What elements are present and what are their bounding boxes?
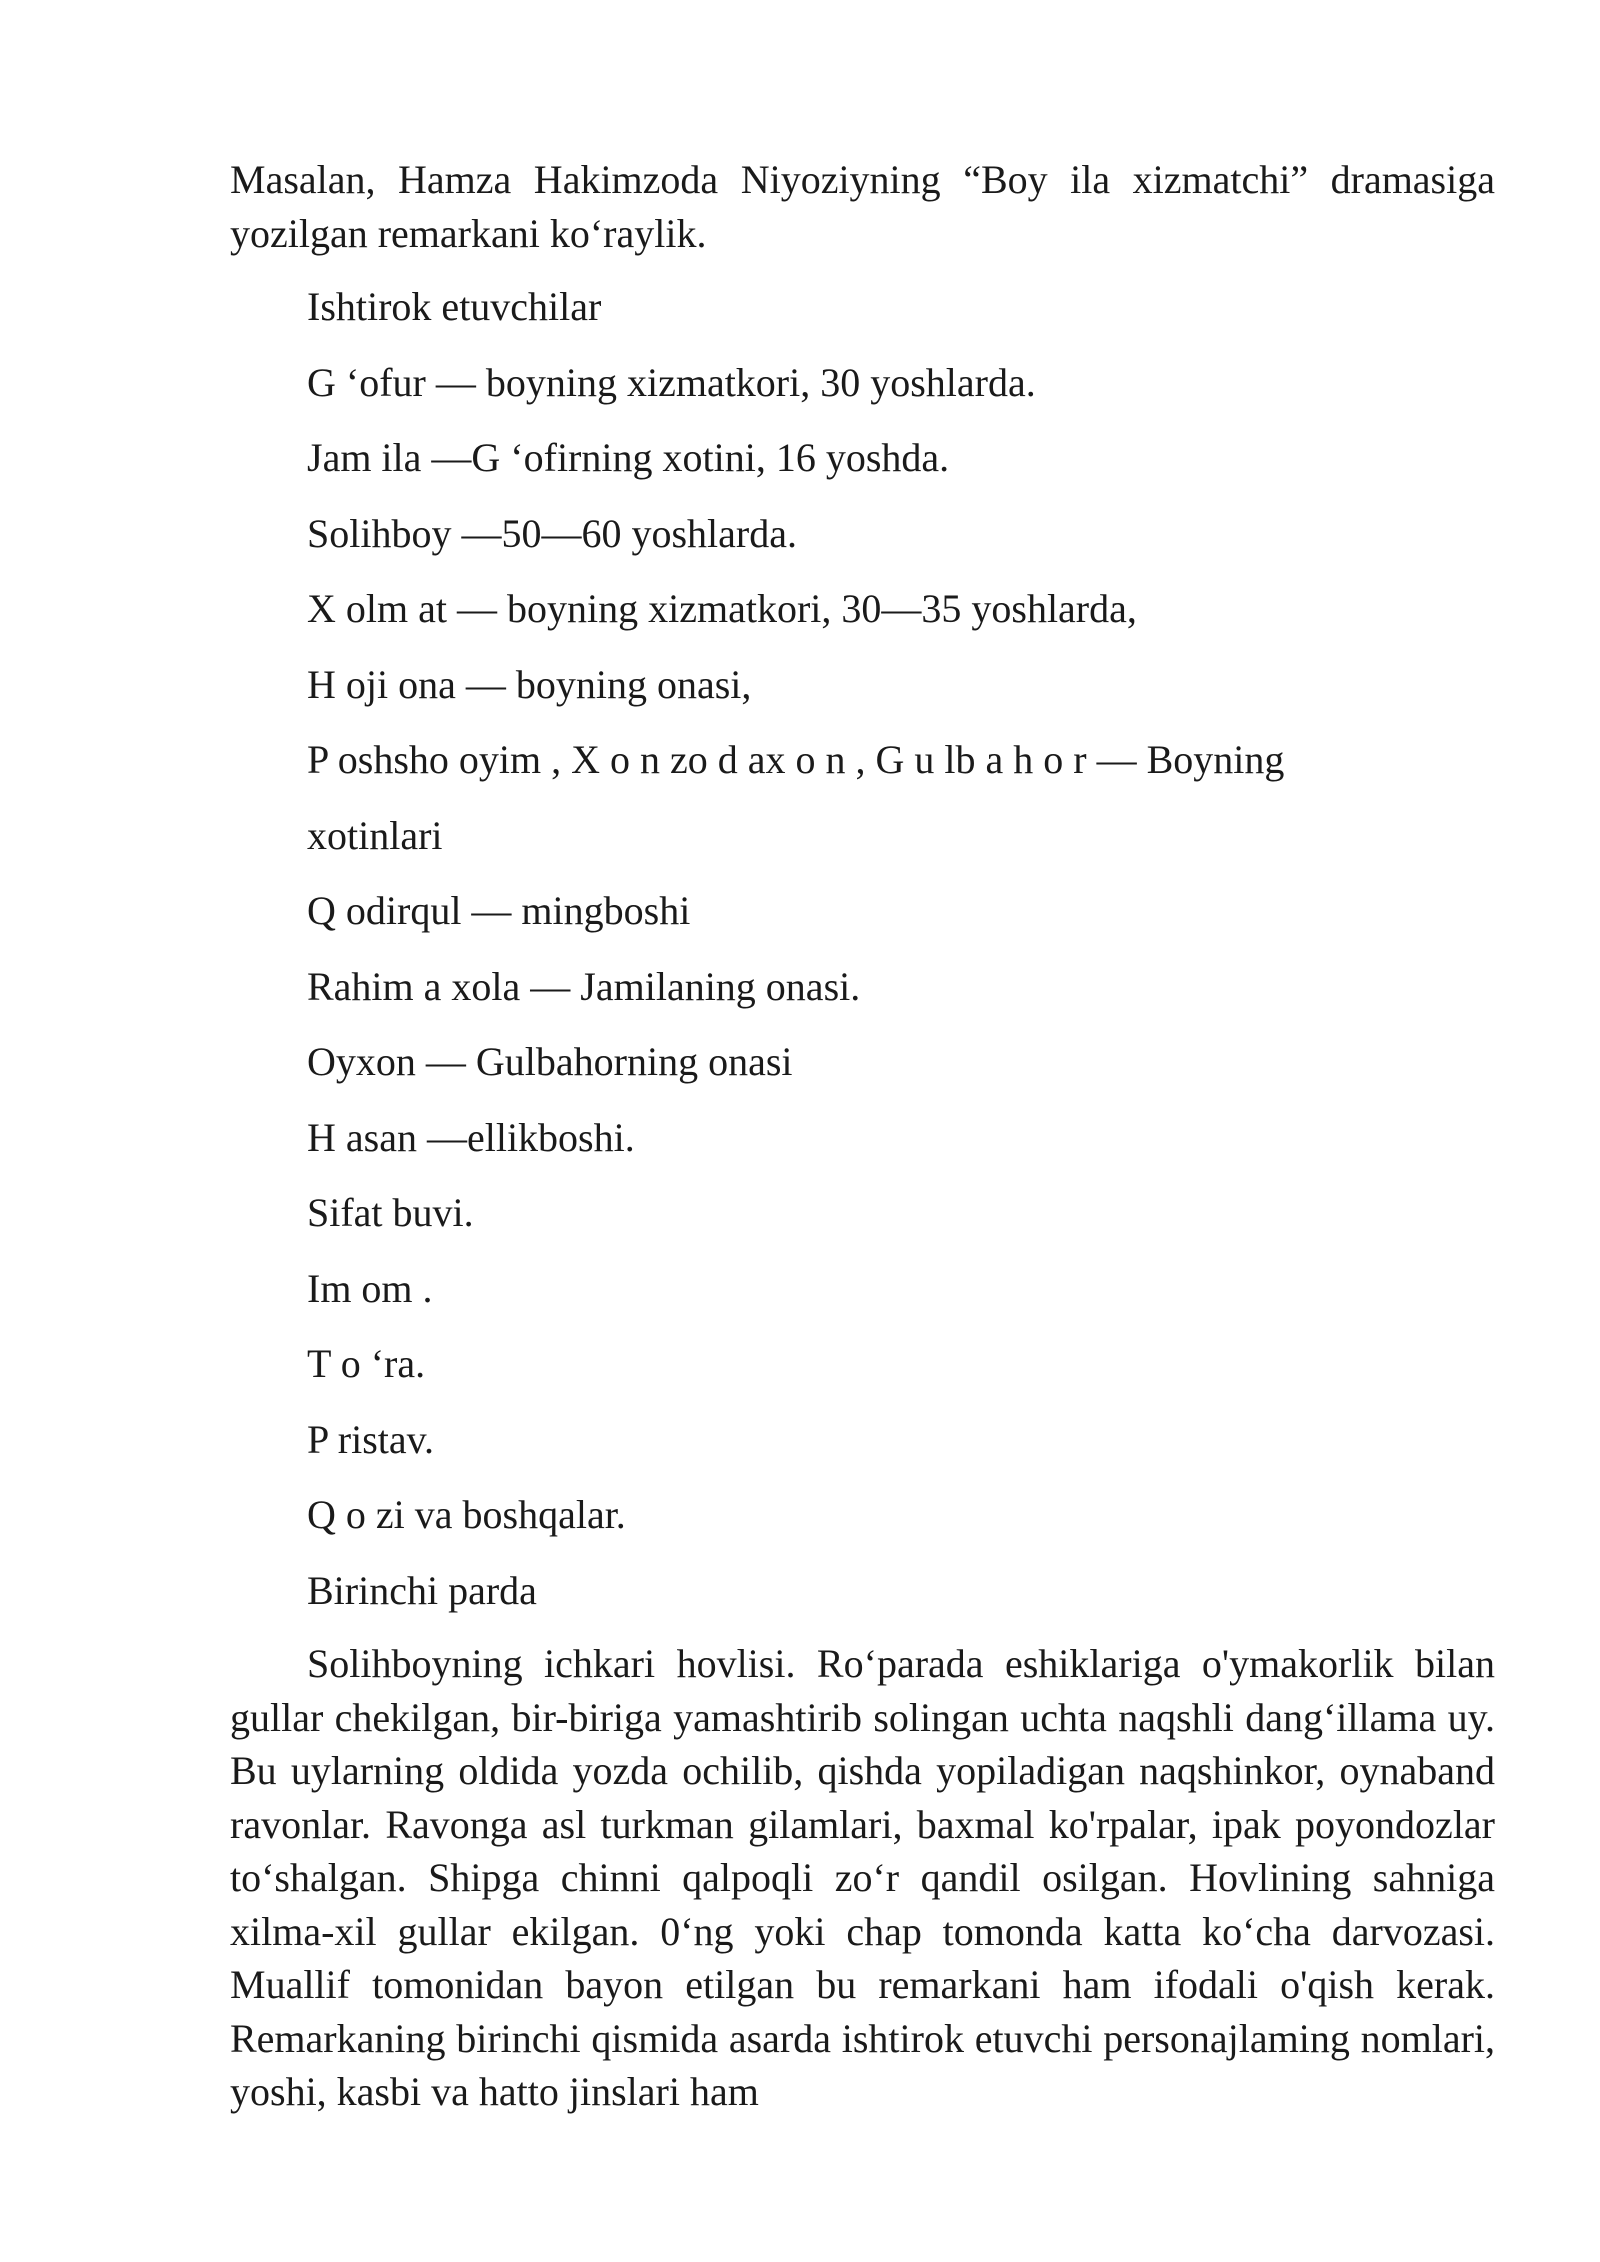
cast-line: Jam ila —G ‘ofirning xotini, 16 yoshda. (307, 435, 950, 480)
cast-line: Rahim a xola — Jamilaning onasi. (307, 963, 861, 1009)
cast-line: P oshsho oyim , X o n zo d ax o n , G u lb a h o r — Boyning (307, 737, 1285, 782)
cast-line: X olm at — boyning xizmatkori, 30—35 yoshlarda, (307, 586, 1137, 631)
cast-line: Q o zi va boshqalar. (307, 1492, 626, 1537)
cast-line: H oji ona — boyning onasi, (307, 661, 752, 707)
cast-line: Q odirqul — mingboshi (307, 888, 691, 933)
cast-list (307, 280, 1497, 1639)
cast-line: xotinlari (307, 812, 443, 858)
cast-line: Oyxon — Gulbahorning onasi (307, 1039, 793, 1084)
cast-line: H asan —ellikboshi. (307, 1114, 635, 1160)
cast-line: G ‘ofur — boyning xizmatkori, 30 yoshlarda. (307, 359, 1036, 405)
body-paragraph: Solihboyning ichkari hovlisi. Ro‘parada eshiklariga o'ymakorlik bilan gullar chekilgan, bir-biriga yamashtirib solingan uchta naqshli dang‘illama uy. Bu uylarning oldida yozda ochilib, qishda yopiladigan naqshinkor, oynaband ravonlar. Ravonga asl turkman gilamlari, baxmal ko'rpalar, ipak poyondozlar to‘shalgan. Shipga chinni qalpoqli zo‘r qandil osilgan. Hovlining sahniga xilma-xil gullar ekilgan. 0‘ng yoki chap tomonda katta ko‘cha darvozasi. Muallif tomonidan bayon etilgan bu remarkani ham ifodali o'qish kerak. Remarkaning birinchi qismida asarda ishtirok etuvchi personajlaming nomlari, yoshi, kasbi va hatto jinslari ham (230, 1641, 1495, 2114)
intro-paragraph: Masalan, Hamza Hakimzoda Niyoziyning “Boy ila xizmatchi” dramasiga yozilgan remarkani ko‘raylik. (230, 157, 1495, 256)
cast-line: Im om . (307, 1265, 433, 1311)
cast-line: P ristav. (307, 1416, 435, 1462)
cast-heading: Ishtirok etuvchilar (307, 284, 602, 329)
act-heading: Birinchi parda (307, 1567, 537, 1613)
cast-line: T o ‘ra. (307, 1341, 426, 1386)
cast-line: Solihboy —50—60 yoshlarda. (307, 510, 797, 556)
cast-line: Sifat buvi. (307, 1190, 474, 1235)
